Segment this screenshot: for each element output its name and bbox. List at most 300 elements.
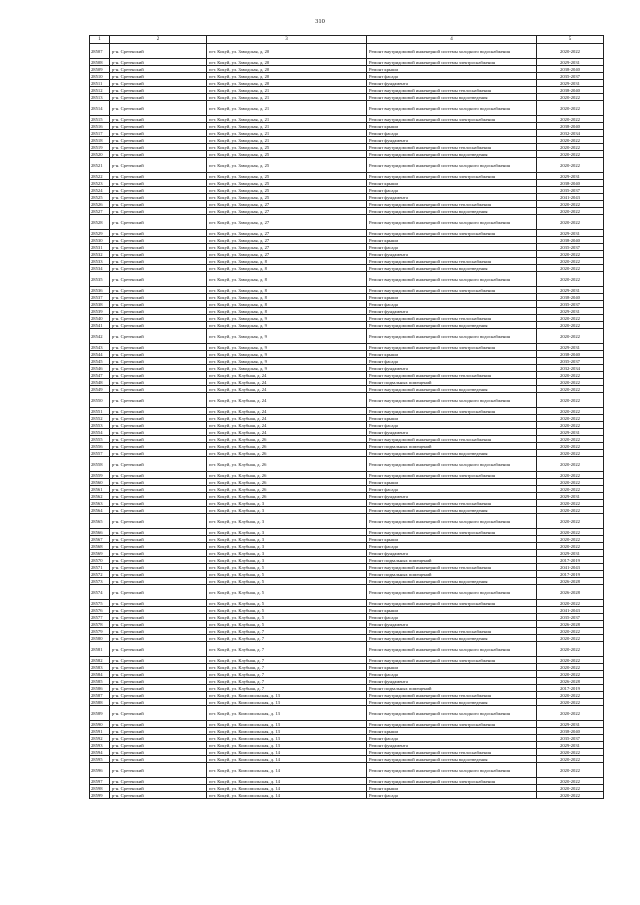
address-cell: пгт. Кокуй, ул. Клубная, д. 5 bbox=[207, 585, 367, 600]
record-number-cell: 28555 bbox=[90, 436, 110, 443]
work-type-cell: Ремонт внутридомовой инженерной системы теплоснабжения bbox=[367, 436, 537, 443]
period-cell: 2020-2022 bbox=[537, 372, 604, 379]
district-cell: р-н. Сретенский bbox=[110, 742, 207, 749]
table-row bbox=[90, 735, 604, 742]
table-row bbox=[90, 692, 604, 699]
record-number-cell: 28565 bbox=[90, 514, 110, 529]
table-row bbox=[90, 315, 604, 322]
work-type-cell: Ремонт фундамента bbox=[367, 742, 537, 749]
district-cell: р-н. Сретенский bbox=[110, 194, 207, 201]
record-number-cell: 28558 bbox=[90, 457, 110, 472]
work-type-cell: Ремонт фундамента bbox=[367, 251, 537, 258]
record-number-cell: 28542 bbox=[90, 329, 110, 344]
table-row bbox=[90, 685, 604, 692]
record-number-cell: 28550 bbox=[90, 393, 110, 408]
work-type-cell: Ремонт внутридомовой инженерной системы теплоснабжения bbox=[367, 692, 537, 699]
district-cell: р-н. Сретенский bbox=[110, 443, 207, 450]
table-row bbox=[90, 386, 604, 393]
period-cell: 2035-2037 bbox=[537, 735, 604, 742]
period-cell: 2038-2040 bbox=[537, 66, 604, 73]
table-row bbox=[90, 73, 604, 80]
table-row bbox=[90, 393, 604, 408]
district-cell: р-н. Сретенский bbox=[110, 614, 207, 621]
period-cell: 2029-2031 bbox=[537, 59, 604, 66]
district-cell: р-н. Сретенский bbox=[110, 671, 207, 678]
work-type-cell: Ремонт внутридомовой инженерной системы электроснабжения bbox=[367, 600, 537, 607]
district-cell: р-н. Сретенский bbox=[110, 158, 207, 173]
address-cell: пгт. Кокуй, ул. Клубная, д. 26 bbox=[207, 493, 367, 500]
work-type-cell: Ремонт внутридомовой инженерной системы водоотведения bbox=[367, 450, 537, 457]
address-cell: пгт. Кокуй, ул. Клубная, д. 26 bbox=[207, 443, 367, 450]
work-type-cell: Ремонт внутридомовой инженерной системы электроснабжения bbox=[367, 472, 537, 479]
work-type-cell: Ремонт фасада bbox=[367, 358, 537, 365]
address-cell: пгт. Кокуй, ул. Клубная, д. 5 bbox=[207, 578, 367, 585]
period-cell: 2017-2019 bbox=[537, 557, 604, 564]
period-cell: 2035-2037 bbox=[537, 614, 604, 621]
period-cell: 2041-2043 bbox=[537, 564, 604, 571]
record-number-cell: 28571 bbox=[90, 564, 110, 571]
table-row bbox=[90, 706, 604, 721]
work-type-cell: Ремонт фундамента bbox=[367, 308, 537, 315]
address-cell: пгт. Кокуй, ул. Комсомольская, д. 13 bbox=[207, 706, 367, 721]
work-type-cell: Ремонт фасада bbox=[367, 301, 537, 308]
record-number-cell: 28511 bbox=[90, 80, 110, 87]
district-cell: р-н. Сретенский bbox=[110, 308, 207, 315]
district-cell: р-н. Сретенский bbox=[110, 80, 207, 87]
work-type-cell: Ремонт внутридомовой инженерной системы электроснабжения bbox=[367, 657, 537, 664]
work-type-cell: Ремонт внутридомовой инженерной системы холодного водоснабжения bbox=[367, 763, 537, 778]
work-type-cell: Ремонт крыши bbox=[367, 728, 537, 735]
record-number-cell: 28517 bbox=[90, 130, 110, 137]
period-cell: 2020-2022 bbox=[537, 137, 604, 144]
period-cell: 2038-2040 bbox=[537, 351, 604, 358]
period-cell: 2029-2031 bbox=[537, 550, 604, 557]
address-cell: пгт. Кокуй, ул. Заводская, д. 25 bbox=[207, 151, 367, 158]
record-number-cell: 28584 bbox=[90, 671, 110, 678]
address-cell: пгт. Кокуй, ул. Заводская, д. 21 bbox=[207, 123, 367, 130]
table-row bbox=[90, 571, 604, 578]
district-cell: р-н. Сретенский bbox=[110, 265, 207, 272]
work-type-cell: Ремонт внутридомовой инженерной системы холодного водоснабжения bbox=[367, 329, 537, 344]
record-number-cell: 28540 bbox=[90, 315, 110, 322]
table-row bbox=[90, 514, 604, 529]
district-cell: р-н. Сретенский bbox=[110, 578, 207, 585]
district-cell: р-н. Сретенский bbox=[110, 657, 207, 664]
address-cell: пгт. Кокуй, ул. Заводская, д. 9 bbox=[207, 344, 367, 351]
table-row bbox=[90, 500, 604, 507]
record-number-cell: 28598 bbox=[90, 785, 110, 792]
work-type-cell: Ремонт фасада bbox=[367, 792, 537, 799]
address-cell: пгт. Кокуй, ул. Клубная, д. 26 bbox=[207, 479, 367, 486]
address-cell: пгт. Кокуй, ул. Клубная, д. 5 bbox=[207, 571, 367, 578]
table-row bbox=[90, 258, 604, 265]
period-cell: 2020-2022 bbox=[537, 272, 604, 287]
table-row bbox=[90, 543, 604, 550]
table-row bbox=[90, 244, 604, 251]
table-row bbox=[90, 628, 604, 635]
district-cell: р-н. Сретенский bbox=[110, 600, 207, 607]
table-row bbox=[90, 635, 604, 642]
table-row bbox=[90, 536, 604, 543]
record-number-cell: 28524 bbox=[90, 187, 110, 194]
address-cell: пгт. Кокуй, ул. Клубная, д. 3 bbox=[207, 557, 367, 564]
record-number-cell: 28536 bbox=[90, 287, 110, 294]
period-cell: 2029-2031 bbox=[537, 344, 604, 351]
period-cell: 2020-2022 bbox=[537, 628, 604, 635]
district-cell: р-н. Сретенский bbox=[110, 66, 207, 73]
record-number-cell: 28593 bbox=[90, 742, 110, 749]
address-cell: пгт. Кокуй, ул. Клубная, д. 7 bbox=[207, 685, 367, 692]
address-cell: пгт. Кокуй, ул. Клубная, д. 24 bbox=[207, 422, 367, 429]
work-type-cell: Ремонт крыши bbox=[367, 180, 537, 187]
record-number-cell: 28523 bbox=[90, 180, 110, 187]
record-number-cell: 28546 bbox=[90, 365, 110, 372]
record-number-cell: 28597 bbox=[90, 778, 110, 785]
table-row bbox=[90, 443, 604, 450]
district-cell: р-н. Сретенский bbox=[110, 756, 207, 763]
district-cell: р-н. Сретенский bbox=[110, 550, 207, 557]
period-cell: 2020-2022 bbox=[537, 635, 604, 642]
period-cell: 2020-2022 bbox=[537, 500, 604, 507]
work-type-cell: Ремонт внутридомовой инженерной системы электроснабжения bbox=[367, 408, 537, 415]
period-cell: 2020-2022 bbox=[537, 536, 604, 543]
district-cell: р-н. Сретенский bbox=[110, 557, 207, 564]
record-number-cell: 28578 bbox=[90, 621, 110, 628]
table-row bbox=[90, 678, 604, 685]
district-cell: р-н. Сретенский bbox=[110, 116, 207, 123]
district-cell: р-н. Сретенский bbox=[110, 785, 207, 792]
district-cell: р-н. Сретенский bbox=[110, 763, 207, 778]
address-cell: пгт. Кокуй, ул. Заводская, д. 9 bbox=[207, 365, 367, 372]
district-cell: р-н. Сретенский bbox=[110, 237, 207, 244]
period-cell: 2020-2022 bbox=[537, 144, 604, 151]
record-number-cell: 28518 bbox=[90, 137, 110, 144]
address-cell: пгт. Кокуй, ул. Клубная, д. 24 bbox=[207, 386, 367, 393]
district-cell: р-н. Сретенский bbox=[110, 706, 207, 721]
header-cell: 1 bbox=[90, 36, 110, 44]
district-cell: р-н. Сретенский bbox=[110, 180, 207, 187]
period-cell: 2020-2022 bbox=[537, 657, 604, 664]
table-row bbox=[90, 472, 604, 479]
address-cell: пгт. Кокуй, ул. Заводская, д. 20 bbox=[207, 80, 367, 87]
period-cell: 2026-2028 bbox=[537, 621, 604, 628]
district-cell: р-н. Сретенский bbox=[110, 536, 207, 543]
period-cell: 2020-2022 bbox=[537, 422, 604, 429]
address-cell: пгт. Кокуй, ул. Комсомольская, д. 13 bbox=[207, 728, 367, 735]
period-cell: 2041-2043 bbox=[537, 607, 604, 614]
record-number-cell: 28537 bbox=[90, 294, 110, 301]
record-number-cell: 28509 bbox=[90, 66, 110, 73]
work-type-cell: Ремонт фундамента bbox=[367, 80, 537, 87]
record-number-cell: 28577 bbox=[90, 614, 110, 621]
district-cell: р-н. Сретенский bbox=[110, 749, 207, 756]
district-cell: р-н. Сретенский bbox=[110, 358, 207, 365]
work-type-cell: Ремонт внутридомовой инженерной системы холодного водоснабжения bbox=[367, 585, 537, 600]
work-type-cell: Ремонт внутридомовой инженерной системы электроснабжения bbox=[367, 344, 537, 351]
record-number-cell: 28547 bbox=[90, 372, 110, 379]
district-cell: р-н. Сретенский bbox=[110, 101, 207, 116]
address-cell: пгт. Кокуй, ул. Заводская, д. 21 bbox=[207, 116, 367, 123]
work-type-cell: Ремонт внутридомовой инженерной системы водоотведения bbox=[367, 507, 537, 514]
header-cell: 3 bbox=[207, 36, 367, 44]
address-cell: пгт. Кокуй, ул. Заводская, д. 27 bbox=[207, 230, 367, 237]
address-cell: пгт. Кокуй, ул. Клубная, д. 26 bbox=[207, 436, 367, 443]
table-row bbox=[90, 301, 604, 308]
period-cell: 2020-2022 bbox=[537, 386, 604, 393]
district-cell: р-н. Сретенский bbox=[110, 379, 207, 386]
table-row bbox=[90, 621, 604, 628]
address-cell: пгт. Кокуй, ул. Клубная, д. 24 bbox=[207, 393, 367, 408]
period-cell: 2020-2022 bbox=[537, 265, 604, 272]
address-cell: пгт. Кокуй, ул. Клубная, д. 3 bbox=[207, 500, 367, 507]
address-cell: пгт. Кокуй, ул. Комсомольская, д. 13 bbox=[207, 742, 367, 749]
period-cell: 2020-2022 bbox=[537, 94, 604, 101]
header-cell: 5 bbox=[537, 36, 604, 44]
work-type-cell: Ремонт внутридомовой инженерной системы водоотведения bbox=[367, 265, 537, 272]
period-cell: 2020-2022 bbox=[537, 251, 604, 258]
work-type-cell: Ремонт внутридомовой инженерной системы холодного водоснабжения bbox=[367, 272, 537, 287]
district-cell: р-н. Сретенский bbox=[110, 272, 207, 287]
address-cell: пгт. Кокуй, ул. Комсомольская, д. 14 bbox=[207, 778, 367, 785]
work-type-cell: Ремонт внутридомовой инженерной системы водоотведения bbox=[367, 699, 537, 706]
address-cell: пгт. Кокуй, ул. Клубная, д. 24 bbox=[207, 408, 367, 415]
record-number-cell: 28553 bbox=[90, 422, 110, 429]
table-header-row bbox=[90, 36, 604, 44]
table-row bbox=[90, 614, 604, 621]
work-type-cell: Ремонт внутридомовой инженерной системы водоотведения bbox=[367, 208, 537, 215]
address-cell: пгт. Кокуй, ул. Заводская, д. 25 bbox=[207, 187, 367, 194]
table-row bbox=[90, 173, 604, 180]
table-row bbox=[90, 372, 604, 379]
period-cell: 2020-2022 bbox=[537, 415, 604, 422]
table-row bbox=[90, 486, 604, 493]
table-row bbox=[90, 415, 604, 422]
address-cell: пгт. Кокуй, ул. Заводская, д. 8 bbox=[207, 294, 367, 301]
work-type-cell: Ремонт внутридомовой инженерной системы холодного водоснабжения bbox=[367, 158, 537, 173]
record-number-cell: 28531 bbox=[90, 244, 110, 251]
work-type-cell: Ремонт внутридомовой инженерной системы электроснабжения bbox=[367, 287, 537, 294]
district-cell: р-н. Сретенский bbox=[110, 137, 207, 144]
work-type-cell: Ремонт крыши bbox=[367, 66, 537, 73]
district-cell: р-н. Сретенский bbox=[110, 59, 207, 66]
table-row bbox=[90, 479, 604, 486]
period-cell: 2029-2031 bbox=[537, 287, 604, 294]
address-cell: пгт. Кокуй, ул. Заводская, д. 21 bbox=[207, 101, 367, 116]
record-number-cell: 28516 bbox=[90, 123, 110, 130]
table-row bbox=[90, 116, 604, 123]
work-type-cell: Ремонт внутридомовой инженерной системы электроснабжения bbox=[367, 116, 537, 123]
table-row bbox=[90, 294, 604, 301]
record-number-cell: 28583 bbox=[90, 664, 110, 671]
table-row bbox=[90, 600, 604, 607]
work-type-cell: Ремонт подвальных помещений bbox=[367, 379, 537, 386]
period-cell: 2020-2022 bbox=[537, 158, 604, 173]
work-type-cell: Ремонт внутридомовой инженерной системы теплоснабжения bbox=[367, 372, 537, 379]
record-number-cell: 28534 bbox=[90, 265, 110, 272]
district-cell: р-н. Сретенский bbox=[110, 230, 207, 237]
address-cell: пгт. Кокуй, ул. Комсомольская, д. 14 bbox=[207, 792, 367, 799]
period-cell: 2020-2022 bbox=[537, 792, 604, 799]
period-cell: 2020-2022 bbox=[537, 393, 604, 408]
district-cell: р-н. Сретенский bbox=[110, 664, 207, 671]
table-row bbox=[90, 272, 604, 287]
work-type-cell: Ремонт внутридомовой инженерной системы электроснабжения bbox=[367, 721, 537, 728]
period-cell: 2020-2022 bbox=[537, 692, 604, 699]
work-type-cell: Ремонт внутридомовой инженерной системы водоотведения bbox=[367, 756, 537, 763]
record-number-cell: 28527 bbox=[90, 208, 110, 215]
period-cell: 2020-2022 bbox=[537, 664, 604, 671]
work-type-cell: Ремонт крыши bbox=[367, 664, 537, 671]
district-cell: р-н. Сретенский bbox=[110, 436, 207, 443]
work-type-cell: Ремонт внутридомовой инженерной системы электроснабжения bbox=[367, 529, 537, 536]
district-cell: р-н. Сретенский bbox=[110, 621, 207, 628]
work-type-cell: Ремонт подвальных помещений bbox=[367, 443, 537, 450]
address-cell: пгт. Кокуй, ул. Клубная, д. 26 bbox=[207, 457, 367, 472]
address-cell: пгт. Кокуй, ул. Заводская, д. 25 bbox=[207, 173, 367, 180]
period-cell: 2035-2037 bbox=[537, 73, 604, 80]
district-cell: р-н. Сретенский bbox=[110, 408, 207, 415]
table-row bbox=[90, 101, 604, 116]
period-cell: 2020-2022 bbox=[537, 529, 604, 536]
district-cell: р-н. Сретенский bbox=[110, 258, 207, 265]
address-cell: пгт. Кокуй, ул. Заводская, д. 9 bbox=[207, 351, 367, 358]
table-row bbox=[90, 607, 604, 614]
work-type-cell: Ремонт фундамента bbox=[367, 550, 537, 557]
table-row bbox=[90, 642, 604, 657]
record-number-cell: 28513 bbox=[90, 94, 110, 101]
work-type-cell: Ремонт внутридомовой инженерной системы теплоснабжения bbox=[367, 749, 537, 756]
table-row bbox=[90, 728, 604, 735]
district-cell: р-н. Сретенский bbox=[110, 721, 207, 728]
record-number-cell: 28532 bbox=[90, 251, 110, 258]
district-cell: р-н. Сретенский bbox=[110, 493, 207, 500]
table-row bbox=[90, 436, 604, 443]
record-number-cell: 28519 bbox=[90, 144, 110, 151]
district-cell: р-н. Сретенский bbox=[110, 529, 207, 536]
address-cell: пгт. Кокуй, ул. Клубная, д. 3 bbox=[207, 529, 367, 536]
table-row bbox=[90, 194, 604, 201]
work-type-cell: Ремонт фасада bbox=[367, 543, 537, 550]
work-type-cell: Ремонт крыши bbox=[367, 415, 537, 422]
period-cell: 2029-2031 bbox=[537, 493, 604, 500]
record-number-cell: 28508 bbox=[90, 59, 110, 66]
period-cell: 2020-2022 bbox=[537, 486, 604, 493]
period-cell: 2029-2031 bbox=[537, 173, 604, 180]
period-cell: 2020-2022 bbox=[537, 763, 604, 778]
table-body bbox=[90, 36, 604, 799]
record-number-cell: 28543 bbox=[90, 344, 110, 351]
district-cell: р-н. Сретенский bbox=[110, 301, 207, 308]
district-cell: р-н. Сретенский bbox=[110, 735, 207, 742]
work-type-cell: Ремонт внутридомовой инженерной системы холодного водоснабжения bbox=[367, 215, 537, 230]
address-cell: пгт. Кокуй, ул. Клубная, д. 5 bbox=[207, 614, 367, 621]
address-cell: пгт. Кокуй, ул. Клубная, д. 5 bbox=[207, 621, 367, 628]
address-cell: пгт. Кокуй, ул. Клубная, д. 7 bbox=[207, 678, 367, 685]
district-cell: р-н. Сретенский bbox=[110, 386, 207, 393]
address-cell: пгт. Кокуй, ул. Комсомольская, д. 13 bbox=[207, 699, 367, 706]
period-cell: 2029-2031 bbox=[537, 429, 604, 436]
work-type-cell: Ремонт крыши bbox=[367, 607, 537, 614]
record-number-cell: 28589 bbox=[90, 706, 110, 721]
district-cell: р-н. Сретенский bbox=[110, 244, 207, 251]
district-cell: р-н. Сретенский bbox=[110, 571, 207, 578]
record-number-cell: 28529 bbox=[90, 230, 110, 237]
period-cell: 2020-2022 bbox=[537, 379, 604, 386]
district-cell: р-н. Сретенский bbox=[110, 151, 207, 158]
work-type-cell: Ремонт фасада bbox=[367, 671, 537, 678]
work-type-cell: Ремонт внутридомовой инженерной системы электроснабжения bbox=[367, 173, 537, 180]
work-type-cell: Ремонт внутридомовой инженерной системы теплоснабжения bbox=[367, 87, 537, 94]
table-row bbox=[90, 379, 604, 386]
address-cell: пгт. Кокуй, ул. Клубная, д. 26 bbox=[207, 486, 367, 493]
address-cell: пгт. Кокуй, ул. Комсомольская, д. 14 bbox=[207, 763, 367, 778]
period-cell: 2038-2040 bbox=[537, 728, 604, 735]
table-row bbox=[90, 557, 604, 564]
district-cell: р-н. Сретенский bbox=[110, 393, 207, 408]
table-row bbox=[90, 137, 604, 144]
period-cell: 2020-2022 bbox=[537, 785, 604, 792]
record-number-cell: 28557 bbox=[90, 450, 110, 457]
record-number-cell: 28567 bbox=[90, 536, 110, 543]
record-number-cell: 28587 bbox=[90, 692, 110, 699]
district-cell: р-н. Сретенский bbox=[110, 585, 207, 600]
address-cell: пгт. Кокуй, ул. Заводская, д. 20 bbox=[207, 44, 367, 59]
work-type-cell: Ремонт крыши bbox=[367, 123, 537, 130]
record-number-cell: 28515 bbox=[90, 116, 110, 123]
district-cell: р-н. Сретенский bbox=[110, 322, 207, 329]
district-cell: р-н. Сретенский bbox=[110, 457, 207, 472]
work-type-cell: Ремонт фундамента bbox=[367, 678, 537, 685]
district-cell: р-н. Сретенский bbox=[110, 130, 207, 137]
address-cell: пгт. Кокуй, ул. Клубная, д. 7 bbox=[207, 635, 367, 642]
address-cell: пгт. Кокуй, ул. Клубная, д. 24 bbox=[207, 415, 367, 422]
record-number-cell: 28530 bbox=[90, 237, 110, 244]
period-cell: 2020-2022 bbox=[537, 443, 604, 450]
address-cell: пгт. Кокуй, ул. Комсомольская, д. 13 bbox=[207, 735, 367, 742]
address-cell: пгт. Кокуй, ул. Заводская, д. 21 bbox=[207, 87, 367, 94]
table-row bbox=[90, 778, 604, 785]
district-cell: р-н. Сретенский bbox=[110, 415, 207, 422]
address-cell: пгт. Кокуй, ул. Заводская, д. 27 bbox=[207, 215, 367, 230]
address-cell: пгт. Кокуй, ул. Клубная, д. 24 bbox=[207, 379, 367, 386]
work-type-cell: Ремонт фундамента bbox=[367, 194, 537, 201]
district-cell: р-н. Сретенский bbox=[110, 44, 207, 59]
district-cell: р-н. Сретенский bbox=[110, 635, 207, 642]
table-row bbox=[90, 763, 604, 778]
table-row bbox=[90, 550, 604, 557]
work-type-cell: Ремонт фасада bbox=[367, 73, 537, 80]
work-type-cell: Ремонт фасада bbox=[367, 422, 537, 429]
work-type-cell: Ремонт внутридомовой инженерной системы теплоснабжения bbox=[367, 564, 537, 571]
district-cell: р-н. Сретенский bbox=[110, 422, 207, 429]
table-row bbox=[90, 358, 604, 365]
period-cell: 2020-2022 bbox=[537, 436, 604, 443]
record-number-cell: 28582 bbox=[90, 657, 110, 664]
record-number-cell: 28596 bbox=[90, 763, 110, 778]
district-cell: р-н. Сретенский bbox=[110, 699, 207, 706]
table-row bbox=[90, 671, 604, 678]
work-type-cell: Ремонт фундамента bbox=[367, 137, 537, 144]
address-cell: пгт. Кокуй, ул. Заводская, д. 9 bbox=[207, 358, 367, 365]
table-row bbox=[90, 158, 604, 173]
table-row bbox=[90, 180, 604, 187]
record-number-cell: 28533 bbox=[90, 258, 110, 265]
record-number-cell: 28569 bbox=[90, 550, 110, 557]
record-number-cell: 28545 bbox=[90, 358, 110, 365]
record-number-cell: 28588 bbox=[90, 699, 110, 706]
table-row bbox=[90, 344, 604, 351]
table-row bbox=[90, 215, 604, 230]
